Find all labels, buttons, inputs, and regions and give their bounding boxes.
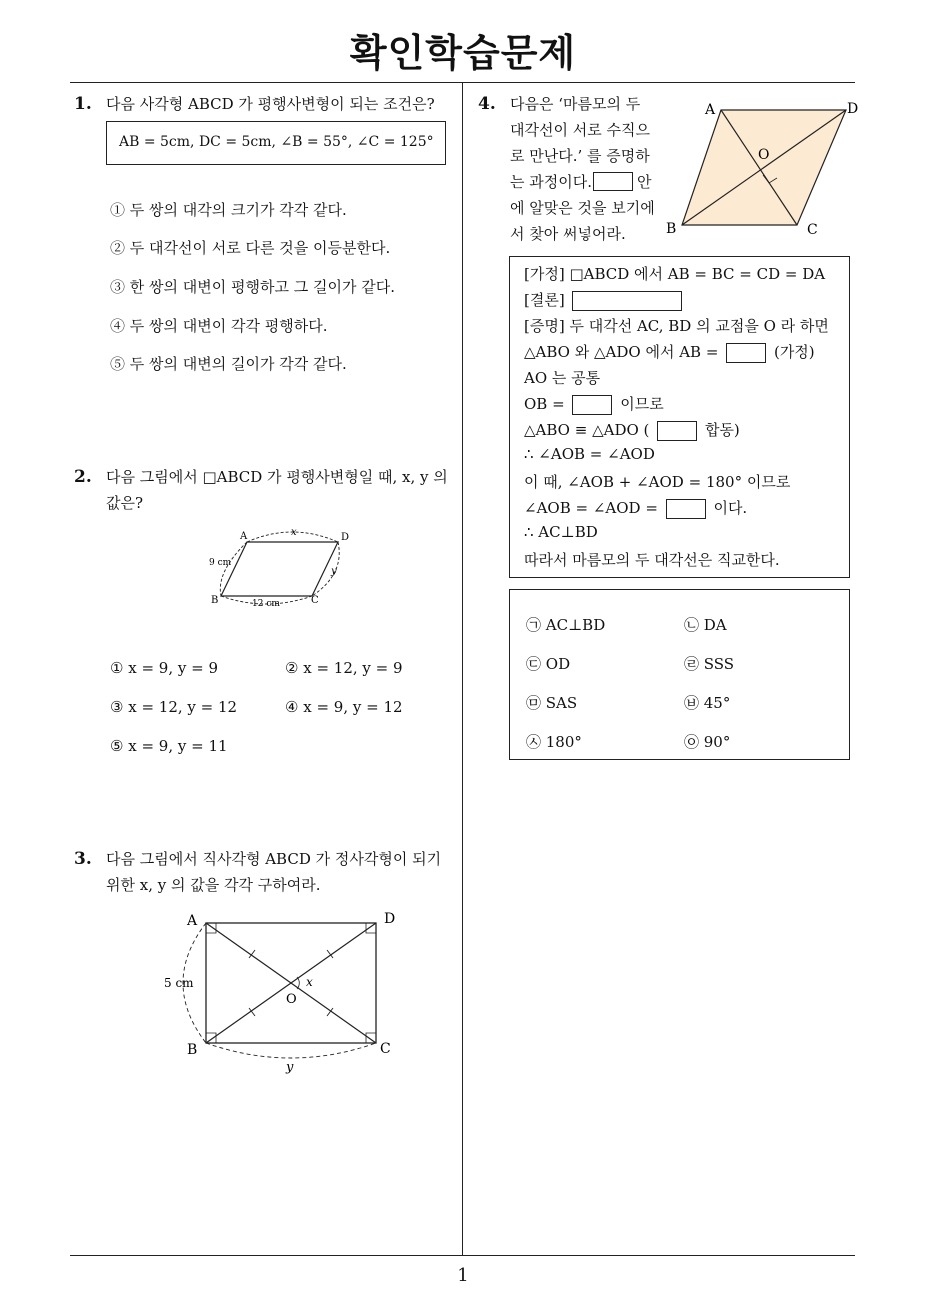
q4-proof-intro: [증명] 두 대각선 AC, BD 의 교점을 O 라 하면 <box>524 317 829 335</box>
q4-proof-conclusion <box>524 289 682 311</box>
q4-option-7[interactable]: ㉦ 180° <box>526 733 582 751</box>
q4-text-line6: 서 찾아 써넣어라. <box>510 225 626 243</box>
page-title: 확인학습문제 <box>349 31 577 75</box>
q3-label-o: O <box>286 992 297 1007</box>
q4-proof-step5: ∴ ∠AOB = ∠AOD <box>524 445 655 463</box>
q4-proof-step3-b: 이므로 <box>620 395 664 413</box>
q3-label-5cm: 5 cm <box>164 976 194 990</box>
q1-choice-1[interactable]: ① 두 쌍의 대각의 크기가 각각 같다. <box>110 201 347 219</box>
q4-option-6[interactable]: ㉥ 45° <box>684 694 731 712</box>
q1-condition-box <box>106 121 446 165</box>
q3-label-b: B <box>187 1042 198 1058</box>
q3-rectangle-figure <box>160 905 400 1075</box>
q2-choice-3[interactable]: ③ x = 12, y = 12 <box>110 698 238 716</box>
q4-proof-hypothesis: [가정] □ABCD 에서 AB = BC = CD = DA <box>524 265 826 283</box>
q2-choice-4[interactable]: ④ x = 9, y = 12 <box>285 698 403 716</box>
q4-option-5[interactable]: ㉤ SAS <box>526 694 578 712</box>
q4-text-blank <box>593 172 633 191</box>
q4-proof-step1 <box>524 341 815 363</box>
q4-text-line4-end: 안 <box>637 173 652 191</box>
q4-proof-step2: AO 는 공통 <box>524 369 601 387</box>
q3-label-c: C <box>380 1041 391 1057</box>
q4-text-line3: 로 만난다.’ 를 증명하 <box>510 147 650 165</box>
q3-number: 3. <box>74 849 92 869</box>
q2-choice-1[interactable]: ① x = 9, y = 9 <box>110 659 218 677</box>
q4-text-line4: 는 과정이다. <box>510 173 592 191</box>
q3-text-line1: 다음 그림에서 직사각형 ABCD 가 정사각형이 되기 <box>106 850 442 868</box>
q1-text: 다음 사각형 ABCD 가 평행사변형이 되는 조건은? <box>106 95 435 113</box>
q4-option-4[interactable]: ㉣ SSS <box>684 655 735 673</box>
q4-number: 4. <box>478 94 496 114</box>
q2-parallelogram-figure <box>200 524 360 612</box>
q4-proof-step7 <box>524 497 747 519</box>
q3-label-y: y <box>286 1060 294 1075</box>
q4-proof-step3-a: OB = <box>524 395 565 413</box>
q1-choice-5[interactable]: ⑤ 두 쌍의 대변의 길이가 각각 같다. <box>110 355 347 373</box>
q2-label-c: C <box>311 595 319 606</box>
q4-blank-step1[interactable] <box>726 343 766 363</box>
q2-text-line2: 값은? <box>106 494 144 512</box>
q2-choice-2[interactable]: ② x = 12, y = 9 <box>285 659 403 677</box>
q1-condition: AB = 5cm, DC = 5cm, ∠B = 55°, ∠C = 125° <box>119 134 434 150</box>
q3-label-a: A <box>187 913 198 929</box>
q4-text-line5: 에 알맞은 것을 보기에 <box>510 199 655 217</box>
q3-text-line2: 위한 x, y 의 값을 각각 구하여라. <box>106 876 321 894</box>
q4-text-line2: 대각선이 서로 수직으 <box>510 121 650 139</box>
q4-option-3[interactable]: ㉢ OD <box>526 655 571 673</box>
q1-choice-2[interactable]: ② 두 대각선이 서로 다른 것을 이등분한다. <box>110 239 391 257</box>
column-divider <box>462 83 463 1255</box>
q2-label-9cm: 9 cm <box>209 558 232 568</box>
q4-blank-step7[interactable] <box>666 499 706 519</box>
page-number: 1 <box>457 1265 469 1286</box>
q4-proof-box <box>509 256 850 578</box>
q4-proof-step4 <box>524 419 740 441</box>
q1-choice-4[interactable]: ④ 두 쌍의 대변이 각각 평행하다. <box>110 317 328 335</box>
q4-rhombus-figure <box>660 96 860 241</box>
q2-label-12cm: 12 cm <box>252 599 280 609</box>
q4-label-o: O <box>758 147 770 163</box>
q4-label-a: A <box>705 102 716 118</box>
q4-proof-step7-b: 이다. <box>713 499 748 517</box>
q4-blank-conclusion[interactable] <box>572 291 682 311</box>
q1-choice-3[interactable]: ③ 한 쌍의 대변이 평행하고 그 길이가 같다. <box>110 278 395 296</box>
q4-proof-step1-b: (가정) <box>773 343 815 361</box>
q4-option-2[interactable]: ㉡ DA <box>684 616 727 634</box>
q4-label-d: D <box>847 101 859 117</box>
q1-number: 1. <box>74 94 92 114</box>
q2-label-a: A <box>240 531 248 542</box>
q4-proof-step1-a: △ABO 와 △ADO 에서 AB = <box>524 343 719 361</box>
q4-proof-step4-b: 합동) <box>704 421 740 439</box>
q2-number: 2. <box>74 467 92 487</box>
q4-option-1[interactable]: ㉠ AC⊥BD <box>526 616 606 634</box>
q3-label-d: D <box>384 911 396 927</box>
q2-choice-5[interactable]: ⑤ x = 9, y = 11 <box>110 737 228 755</box>
q2-label-b: B <box>211 595 219 606</box>
q4-proof-step7-a: ∠AOB = ∠AOD = <box>524 499 658 517</box>
q4-blank-step4[interactable] <box>657 421 697 441</box>
q2-label-x: x <box>291 527 297 538</box>
q3-label-x: x <box>306 975 313 989</box>
q4-options-box <box>509 589 850 760</box>
bottom-rule <box>70 1255 855 1256</box>
q4-proof-step9: 따라서 마름모의 두 대각선은 직교한다. <box>524 551 780 569</box>
q4-proof-step6: 이 때, ∠AOB + ∠AOD = 180° 이므로 <box>524 473 791 491</box>
q4-blank-step3[interactable] <box>572 395 612 415</box>
q2-label-y: y <box>331 566 337 577</box>
q4-label-c: C <box>807 222 818 238</box>
q2-label-d: D <box>341 532 350 543</box>
q2-text-line1: 다음 그림에서 □ABCD 가 평행사변형일 때, x, y 의 <box>106 468 448 486</box>
q4-proof-step3 <box>524 393 664 415</box>
q4-text-line1: 다음은 ‘마름모의 두 <box>510 95 641 113</box>
q4-proof-conclusion-label: [결론] <box>524 291 565 309</box>
q4-proof-step4-a: △ABO ≡ △ADO ( <box>524 421 650 439</box>
q4-option-8[interactable]: ㉧ 90° <box>684 733 731 751</box>
q4-label-b: B <box>666 221 677 237</box>
q4-proof-step8: ∴ AC⊥BD <box>524 523 598 541</box>
